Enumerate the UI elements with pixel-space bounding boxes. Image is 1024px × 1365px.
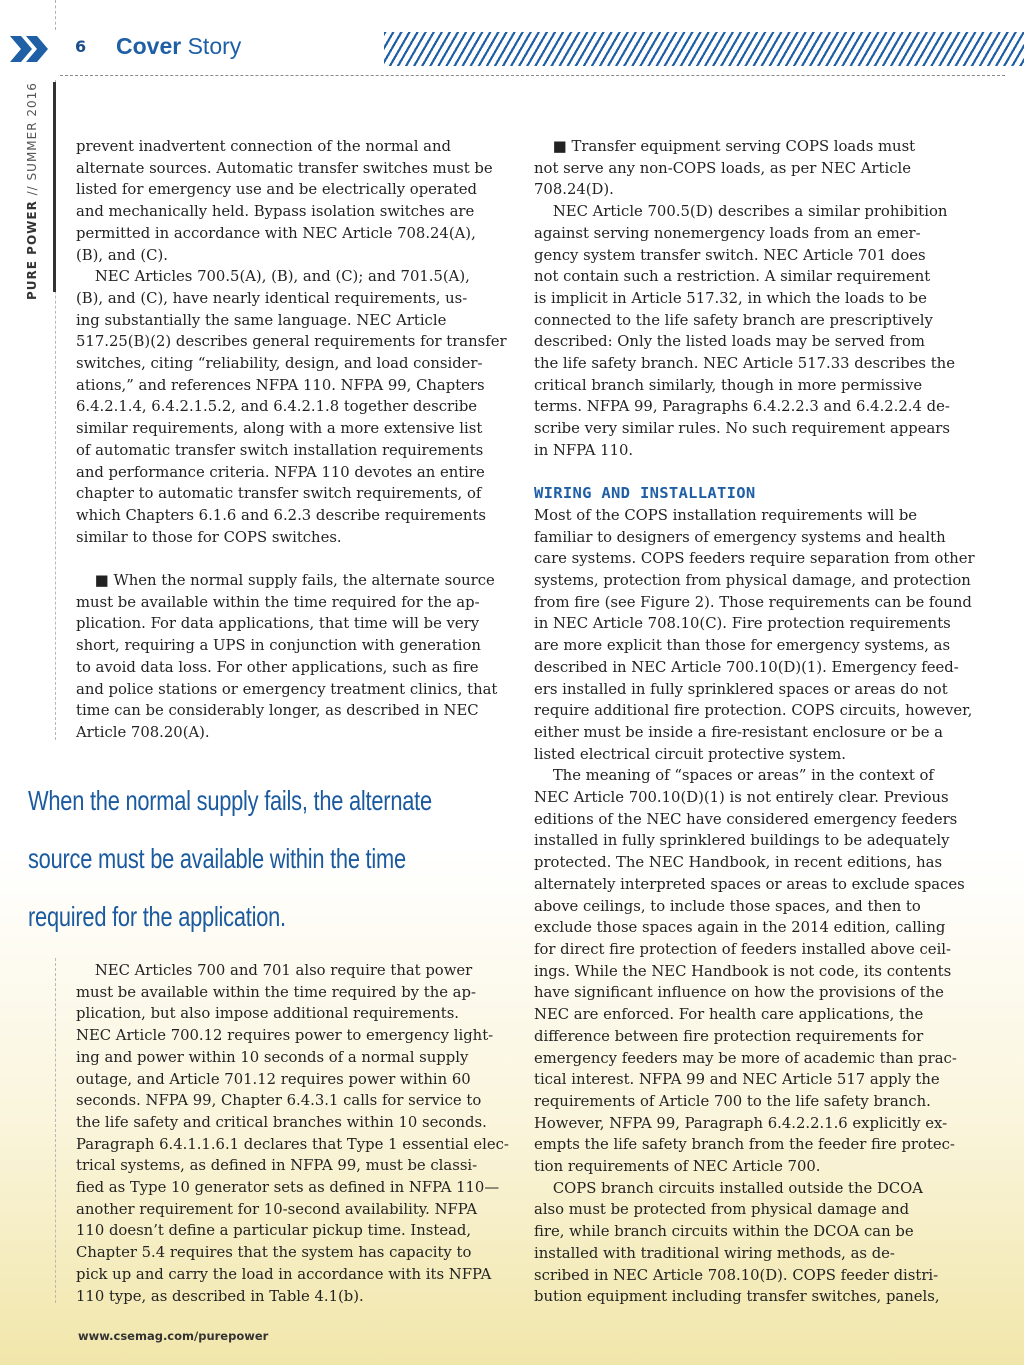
body-text-line: gency system transfer switch. NEC Article 701 does xyxy=(534,246,926,264)
sidebar-accent-bar xyxy=(53,82,56,292)
section-title-light: Story xyxy=(181,33,242,59)
body-text-line: ing substantially the same language. NEC Article xyxy=(76,311,447,329)
body-text-line: is implicit in Article 517.32, in which the loads to be xyxy=(534,289,927,307)
body-text-line: requirements of Article 700 to the life safety branch. xyxy=(534,1092,931,1110)
body-text-line: similar requirements, along with a more extensive list xyxy=(76,420,483,438)
body-text-line: also must be protected from physical damage and xyxy=(534,1201,910,1219)
body-text-line: (B), and (C). xyxy=(76,246,168,264)
body-text-line: listed electrical circuit protective system. xyxy=(534,745,846,763)
body-text-line: permitted in accordance with NEC Article 708.24(A), xyxy=(76,224,476,242)
header-stripes xyxy=(384,32,1024,66)
body-text-line: against serving nonemergency loads from an emer- xyxy=(534,224,921,242)
body-text-line: trical systems, as defined in NFPA 99, must be classi- xyxy=(76,1157,478,1175)
left-column-upper xyxy=(76,136,507,744)
body-text-line: and mechanically held. Bypass isolation switches are xyxy=(76,203,475,221)
body-text-line: systems, protection from physical damage, and protection xyxy=(534,572,971,590)
body-text-line: difference between fire protection requirements for xyxy=(534,1027,924,1045)
body-text-line: protected. The NEC Handbook, in recent editions, has xyxy=(534,854,943,872)
body-text-line: NEC Articles 700 and 701 also require that power xyxy=(76,962,473,979)
body-text-line: the life safety and critical branches within 10 seconds. xyxy=(76,1113,487,1131)
body-text-line: above ceilings, to include those spaces, and then to xyxy=(534,897,921,915)
page-header xyxy=(0,30,1024,68)
body-text-line: scribed in NEC Article 708.10(D). COPS feeder distri- xyxy=(534,1266,939,1284)
body-text-line: fied as Type 10 generator sets as defined in NFPA 110— xyxy=(76,1179,500,1197)
body-text-line: not contain such a restriction. A similar requirement xyxy=(534,268,931,286)
right-column xyxy=(534,136,975,1308)
body-text-line: require additional fire protection. COPS circuits, however, xyxy=(534,702,973,720)
body-text-line: ations,” and references NFPA 110. NFPA 99, Chapters xyxy=(76,376,485,394)
body-text-line: (B), and (C), have nearly identical requirements, us- xyxy=(76,289,468,307)
body-text-line: plication, but also impose additional requirements. xyxy=(76,1005,460,1023)
magazine-issue-label xyxy=(25,80,45,300)
body-text-line: terms. NFPA 99, Paragraphs 6.4.2.2.3 and 6.4.2.2.4 de- xyxy=(534,398,950,416)
body-text-line: emergency feeders may be more of academic than prac- xyxy=(534,1049,957,1067)
body-text-line: plication. For data applications, that time will be very xyxy=(76,615,480,633)
body-text-line: chapter to automatic transfer switch requirements, of xyxy=(76,485,482,503)
top-dashed-line xyxy=(55,0,56,30)
paragraph-gap xyxy=(534,462,962,484)
body-text-line: tical interest. NFPA 99 and NEC Article 517 apply the xyxy=(534,1071,940,1089)
body-text-line: Article 708.20(A). xyxy=(76,723,210,741)
body-text-line: connected to the life safety branch are prescriptively xyxy=(534,311,933,329)
right-column-body-top xyxy=(534,136,962,462)
body-text-line: and police stations or emergency treatment clinics, that xyxy=(76,680,498,698)
pull-quote-line: source must be available within the time xyxy=(28,843,406,874)
body-text-line: ing and power within 10 seconds of a normal supply xyxy=(76,1048,469,1066)
issue-date: // SUMMER 2016 xyxy=(25,82,39,201)
body-text-line: ers installed in fully sprinklered spaces or areas do not xyxy=(534,680,948,698)
body-text-line: another requirement for 10-second availability. NFPA xyxy=(76,1200,478,1218)
body-text-line: the life safety branch. NEC Article 517.33 describes the xyxy=(534,355,955,373)
magazine-name: PURE POWER xyxy=(25,200,39,300)
body-text-line: installed with traditional wiring methods, as de- xyxy=(534,1244,895,1262)
pull-quote-line: When the normal supply fails, the alternate xyxy=(28,785,432,816)
body-text-line: in NEC Article 708.10(C). Fire protection requirements xyxy=(534,615,951,633)
body-text-line: for direct fire protection of feeders installed above ceil- xyxy=(534,941,952,958)
body-text-line: ■ When the normal supply fails, the alternate source xyxy=(76,572,495,590)
body-text-line: exclude those spaces again in the 2014 edition, calling xyxy=(534,919,946,937)
body-text-line: familiar to designers of emergency systems and health xyxy=(534,528,946,546)
body-text-line: have significant influence on how the provisions of the xyxy=(534,984,944,1002)
body-text-line: short, requiring a UPS in conjunction with generation xyxy=(76,637,481,655)
body-text-line: 110 type, as described in Table 4.1(b). xyxy=(76,1287,364,1305)
body-text-line: NEC Article 700.10(D)(1) is not entirely clear. Previous xyxy=(534,789,949,807)
body-text-line: NEC Articles 700.5(A), (B), and (C); and 701.5(A), xyxy=(76,268,470,286)
double-chevron-icon xyxy=(6,32,54,66)
body-text-line: seconds. NFPA 99, Chapter 6.4.3.1 calls for service to xyxy=(76,1092,482,1110)
sidebar-dashed-rule-lower xyxy=(55,958,56,1303)
body-text-line: fire, while branch circuits within the DCOA can be xyxy=(534,1223,914,1241)
body-text-line: However, NFPA 99, Paragraph 6.4.2.2.1.6 explicitly ex- xyxy=(534,1114,948,1132)
page-number: 6 xyxy=(75,37,87,56)
body-text-line: are more explicit than those for emergency systems, as xyxy=(534,637,951,655)
pull-quote-line: required for the application. xyxy=(28,901,286,932)
body-text-line: described in NEC Article 700.10(D)(1). Emergency feed- xyxy=(534,658,959,676)
body-text-line: and performance criteria. NFPA 110 devotes an entire xyxy=(76,463,485,481)
section-subheading: WIRING AND INSTALLATION xyxy=(534,484,756,503)
body-text-line: prevent inadvertent connection of the normal and xyxy=(76,138,451,155)
header-divider xyxy=(60,75,1005,76)
body-text-line: The meaning of “spaces or areas” in the context of xyxy=(534,767,934,785)
body-text-line: installed in fully sprinklered buildings to be adequately xyxy=(534,832,950,850)
body-text-line: 110 doesn’t define a particular pickup time. Instead, xyxy=(76,1222,472,1240)
body-text-line: listed for emergency use and be electrically operated xyxy=(76,181,477,199)
body-text-line: ■ Transfer equipment serving COPS loads must xyxy=(534,138,916,155)
body-text-line: scribe very similar rules. No such requirement appears xyxy=(534,420,950,438)
body-text-line: critical branch similarly, though in more permissive xyxy=(534,376,923,394)
body-text-line: tion requirements of NEC Article 700. xyxy=(534,1158,821,1176)
footer-url: www.csemag.com/purepower xyxy=(78,1329,269,1343)
body-text-line: bution equipment including transfer switches, panels, xyxy=(534,1288,940,1306)
body-text-line: NEC Article 700.12 requires power to emergency light- xyxy=(76,1027,494,1045)
body-text-line: Chapter 5.4 requires that the system has capacity to xyxy=(76,1244,472,1262)
body-text-line: must be available within the time required by the ap- xyxy=(76,983,476,1001)
body-text-line: 6.4.2.1.4, 6.4.2.1.5.2, and 6.4.2.1.8 together describe xyxy=(76,398,478,416)
body-text-line: either must be inside a fire-resistant enclosure or be a xyxy=(534,723,943,741)
section-title xyxy=(116,33,241,60)
body-text-line: described: Only the listed loads may be served from xyxy=(534,333,925,351)
body-text-line: NEC are enforced. For health care applications, the xyxy=(534,1006,924,1024)
body-text-line: Most of the COPS installation requirements will be xyxy=(534,506,918,524)
body-text-line xyxy=(76,548,504,570)
body-text-line: switches, citing “reliability, design, and load consider- xyxy=(76,355,483,373)
body-text-line: must be available within the time required for the ap- xyxy=(76,593,480,611)
body-text-line: which Chapters 6.1.6 and 6.2.3 describe requirements xyxy=(76,506,486,524)
section-title-bold: Cover xyxy=(116,33,182,59)
body-text-line: from fire (see Figure 2). Those requirements can be found xyxy=(534,593,972,611)
body-text-line: in NFPA 110. xyxy=(534,441,634,459)
body-text-line: alternately interpreted spaces or areas to exclude spaces xyxy=(534,875,965,893)
body-text-line: 708.24(D). xyxy=(534,181,614,199)
body-text-line: to avoid data loss. For other applications, such as fire xyxy=(76,658,479,676)
body-text-line: pick up and carry the load in accordance with its NFPA xyxy=(76,1265,492,1283)
body-text-line: Paragraph 6.4.1.1.6.1 declares that Type 1 essential elec- xyxy=(76,1135,509,1153)
body-text-line: care systems. COPS feeders require separation from other xyxy=(534,550,975,568)
body-text-line: of automatic transfer switch installation requirements xyxy=(76,441,484,459)
body-text-line: empts the life safety branch from the feeder fire protec- xyxy=(534,1136,955,1154)
body-text-line: 517.25(B)(2) describes general requirements for transfer xyxy=(76,333,507,351)
body-text-line: COPS branch circuits installed outside the DCOA xyxy=(534,1179,923,1197)
right-column-body-bottom xyxy=(534,505,975,1308)
pull-quote xyxy=(28,772,432,946)
body-text-line: alternate sources. Automatic transfer switches must be xyxy=(76,159,493,177)
left-column-lower xyxy=(76,960,509,1307)
body-text-line: similar to those for COPS switches. xyxy=(76,528,342,546)
body-text-line: editions of the NEC have considered emergency feeders xyxy=(534,810,958,828)
body-text-line: not serve any non-COPS loads, as per NEC Article xyxy=(534,159,912,177)
body-text-line: NEC Article 700.5(D) describes a similar prohibition xyxy=(534,203,948,221)
body-text-line: time can be considerably longer, as described in NEC xyxy=(76,702,479,720)
body-text-line: outage, and Article 701.12 requires power within 60 xyxy=(76,1070,471,1088)
body-text-line: ings. While the NEC Handbook is not code, its contents xyxy=(534,962,952,980)
